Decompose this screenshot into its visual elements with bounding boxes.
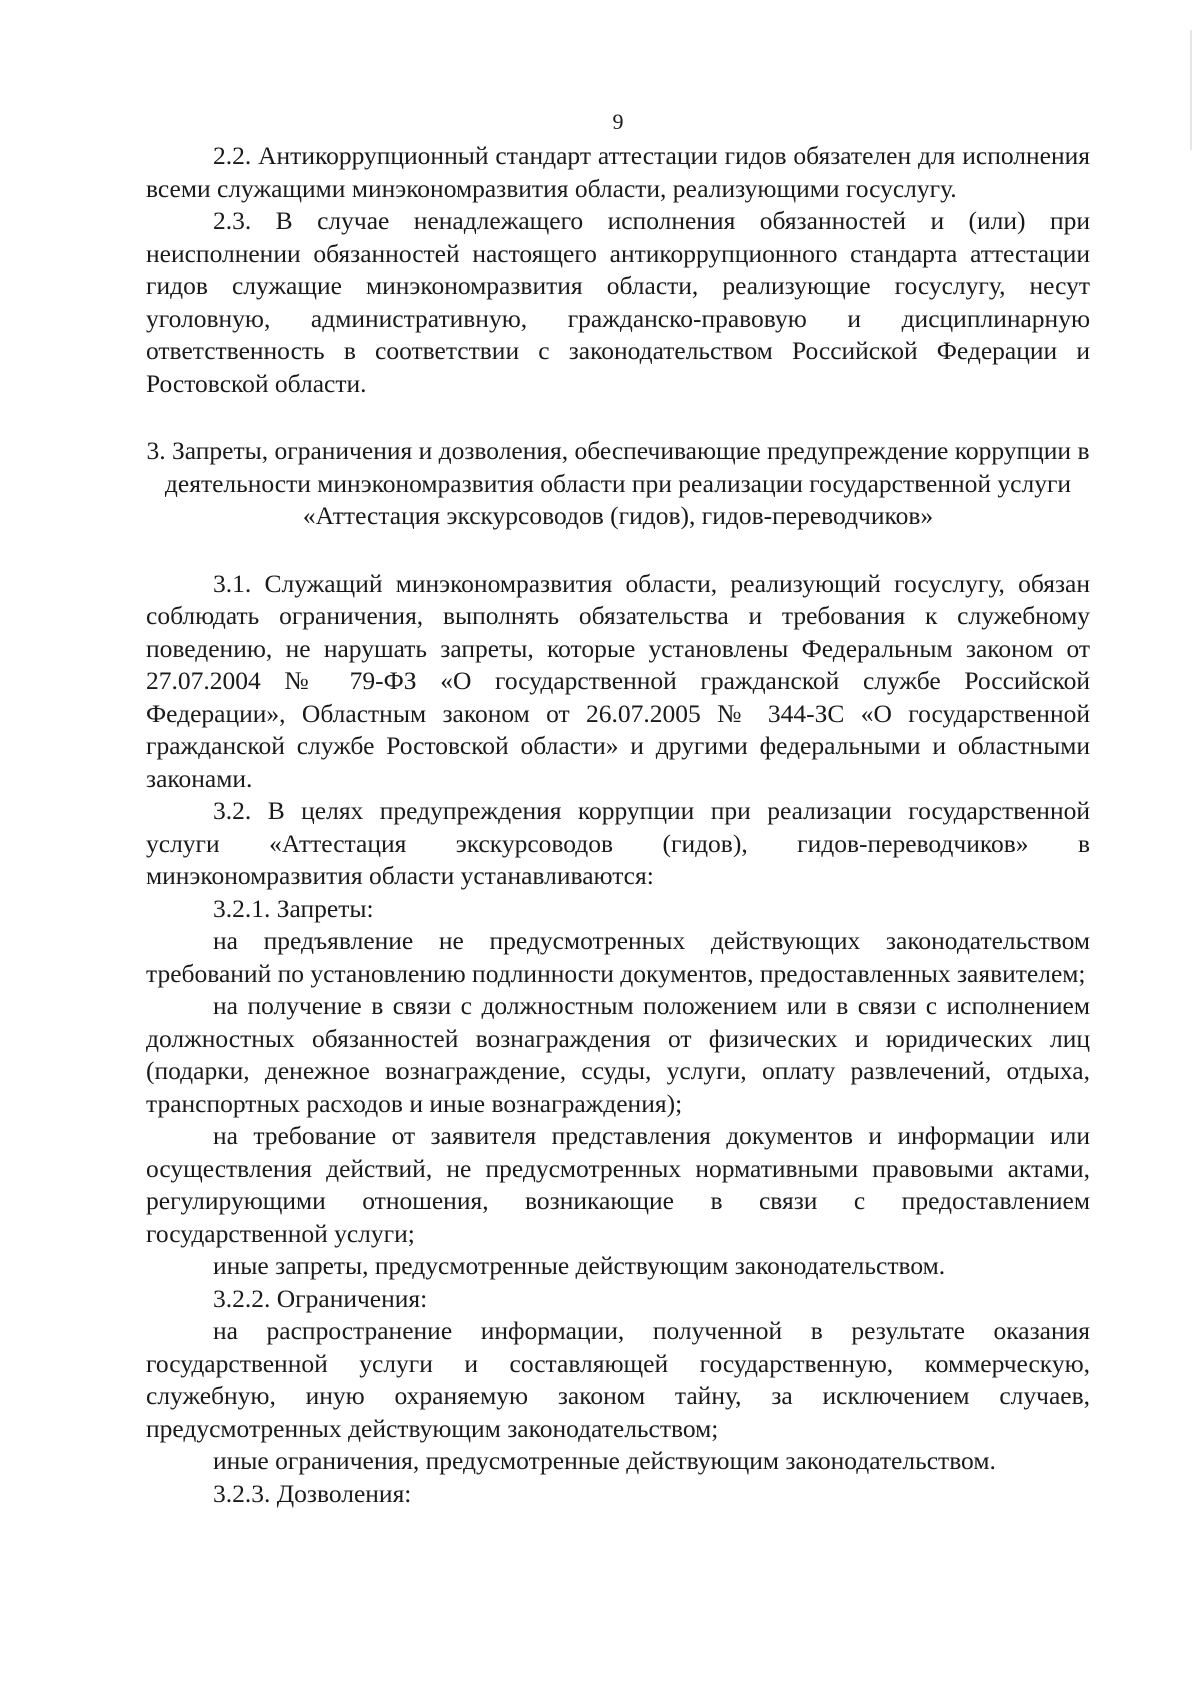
scan-edge-mark	[1190, 30, 1192, 150]
paragraph-3-2-3-heading: 3.2.3. Дозволения:	[213, 1478, 412, 1508]
paragraph-3-2: 3.2. В целях предупреждения коррупции при реализации государственной услуги «Аттестация экскурсоводов (гидов), гидов-переводчиков» в минэкономразвития области устанавливаются:	[146, 796, 1090, 890]
restriction-item-1: на распространение информации, полученной в результате оказания государственной услуги и составляющей государственную, коммерческую, служебную, иную охраняемую законом тайну, за исключением случаев, предусмотренных действующим законодательством;	[146, 1316, 1090, 1443]
paragraph-3-2-1-heading: 3.2.1. Запреты:	[213, 893, 374, 923]
page-number: 9	[612, 109, 624, 134]
prohibition-item-2: на получение в связи с должностным положением или в связи с исполнением должностных обязанностей вознаграждения от физических и юридических лиц (подарки, денежное вознаграждение, ссуды, услуги, оплату развлечений, отдыха, транспортных расходов и иные вознаграждения);	[146, 991, 1090, 1118]
prohibition-item-4: иные запреты, предусмотренные действующим законодательством.	[213, 1251, 946, 1280]
prohibition-item-1: на предъявление не предусмотренных действующих законодательством требований по установлению подлинности документов, предоставленных заявителем;	[146, 926, 1090, 988]
paragraph-2-2: 2.2. Антикоррупционный стандарт аттестации гидов обязателен для исполнения всеми служащими минэкономразвития области, реализующими госуслугу.	[146, 141, 1090, 203]
prohibition-item-3: на требование от заявителя представления документов и информации или осуществления действий, не предусмотренных нормативными правовыми актами, регулирующими отношения, возникающие в связи с предоставлением государственной услуги;	[146, 1121, 1090, 1248]
section-title: 3. Запреты, ограничения и дозволения, обеспечивающие предупреждение коррупции в деятельности минэкономразвития области при реализации государственной услуги «Аттестация экскурсоводов (гидов), гидов-переводчиков»	[146, 436, 1090, 530]
paragraph-3-2-2-heading: 3.2.2. Ограничения:	[213, 1283, 428, 1313]
paragraph-2-3: 2.3. В случае ненадлежащего исполнения обязанностей и (или) при неисполнении обязанностей настоящего антикоррупционного стандарта аттестации гидов служащие минэкономразвития области, реализующие госуслугу, несут уголовную, административную, гражданско-правовую и дисциплинарную ответственность в соответствии с законодательством Российской Федерации и Ростовской области.	[146, 206, 1090, 398]
document-page	[146, 108, 1090, 1668]
paragraph-3-1: 3.1. Служащий минэкономразвития области, реализующий госуслугу, обязан соблюдать ограничения, выполнять обязательства и требования к служебному поведению, не нарушать запреты, которые установлены Федеральным законом от 27.07.2004 № 79-ФЗ «О государственной гражданской службе Российской Федерации», Областным законом от 26.07.2005 № 344-ЗС «О государственной гражданской службе Ростовской области» и другими федеральными и областными законами.	[146, 568, 1090, 793]
restriction-item-2: иные ограничения, предусмотренные действующим законодательством.	[213, 1446, 996, 1475]
